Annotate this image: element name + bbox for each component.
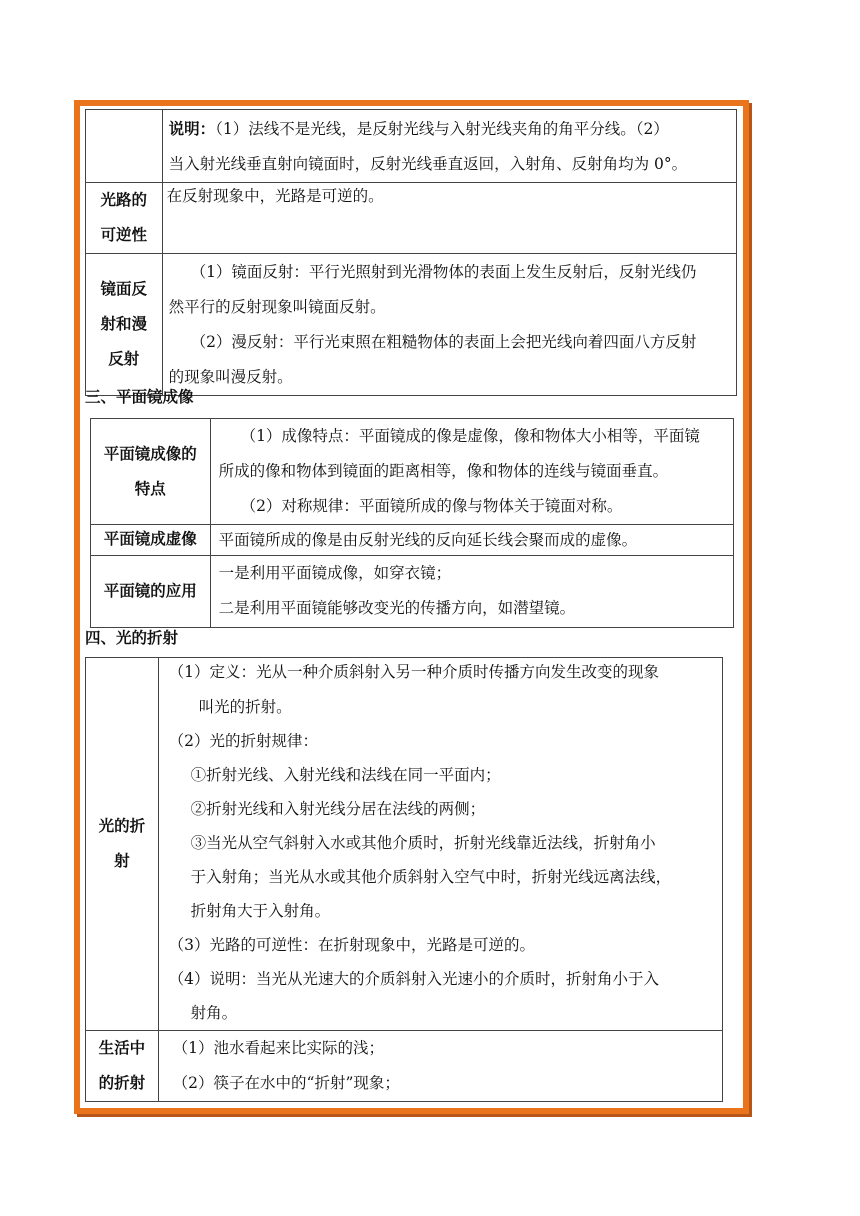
row-header-specular-diffuse: 镜面反 射和漫 反射 — [86, 254, 163, 396]
table-row — [86, 183, 737, 254]
specular-diffuse-text: （1）镜面反射：平行光照射到光滑物体的表面上发生反射后，反射光线仍 然平行的反射现象叫镜面反射。 （2）漫反射：平行光束照在粗糙物体的表面上会把光线向着四面八方反射 的现象叫漫反射。 — [162, 254, 736, 396]
applications-text: 一是利用平面镜成像，如穿衣镜； 二是利用平面镜能够改变光的传播方向，如潜望镜。 — [210, 556, 733, 628]
everyday-refraction-text: （1）池水看起来比实际的浅； （2）筷子在水中的“折射”现象； — [158, 1031, 722, 1102]
row-header-refraction: 光的折 射 — [86, 658, 159, 1031]
row-header-empty — [86, 110, 163, 183]
table-row — [91, 556, 734, 628]
section-heading-refraction: 四、光的折射 — [85, 629, 179, 647]
table-row — [91, 525, 734, 556]
virtual-image-text: 平面镜所成的像是由反射光线的反向延长线会聚而成的虚像。 — [210, 525, 733, 556]
refraction-table — [85, 657, 723, 1102]
plane-mirror-table — [90, 418, 734, 628]
refraction-text: （1）定义：光从一种介质斜射入另一种介质时传播方向发生改变的现象 叫光的折射。 （2）光的折射规律： ①折射光线、入射光线和法线在同一平面内； ②折射光线和入射光线分居在法线的两侧； ③当光从空气斜射入水或其他介质时，折射光线靠近法线，折射角小 于入射角；当光从水或其他介质斜射入空气中时，折射光线远离法线， 折射角大于入射角。 （3）光路的可逆性：在折射现象中，光路是可逆的。 （4）说明：当光从光速大的介质斜射入光速小的介质时，折射角小于入 射角。 — [158, 658, 722, 1031]
note-label: 说明： — [168, 120, 216, 138]
table-row — [86, 254, 737, 396]
table-row — [86, 110, 737, 183]
section-heading-plane-mirror: 三、平面镜成像 — [85, 388, 194, 406]
note-cell — [162, 110, 736, 183]
row-header-reversibility: 光路的 可逆性 — [86, 183, 163, 254]
row-header-imaging-features: 平面镜成像的 特点 — [91, 419, 211, 525]
reflection-table — [85, 109, 737, 396]
imaging-features-text: （1）成像特点：平面镜成的像是虚像，像和物体大小相等，平面镜 所成的像和物体到镜面的距离相等，像和物体的连线与镜面垂直。 （2）对称规律：平面镜所成的像与物体关于镜面对称。 — [210, 419, 733, 525]
row-header-virtual-image: 平面镜成虚像 — [91, 525, 211, 556]
table-row — [91, 419, 734, 525]
row-header-applications: 平面镜的应用 — [91, 556, 211, 628]
note-line-1: 说明：（1）法线不是光线，是反射光线与入射光线夹角的角平分线。（2） — [168, 120, 669, 138]
row-header-everyday-refraction: 生活中 的折射 — [86, 1031, 159, 1102]
reversibility-text: 在反射现象中，光路是可逆的。 — [162, 183, 736, 254]
table-row — [86, 658, 723, 1031]
table-row — [86, 1031, 723, 1102]
note-line-2: 当入射光线垂直射向镜面时，反射光线垂直返回，入射角、反射角均为 0°。 — [168, 155, 688, 173]
